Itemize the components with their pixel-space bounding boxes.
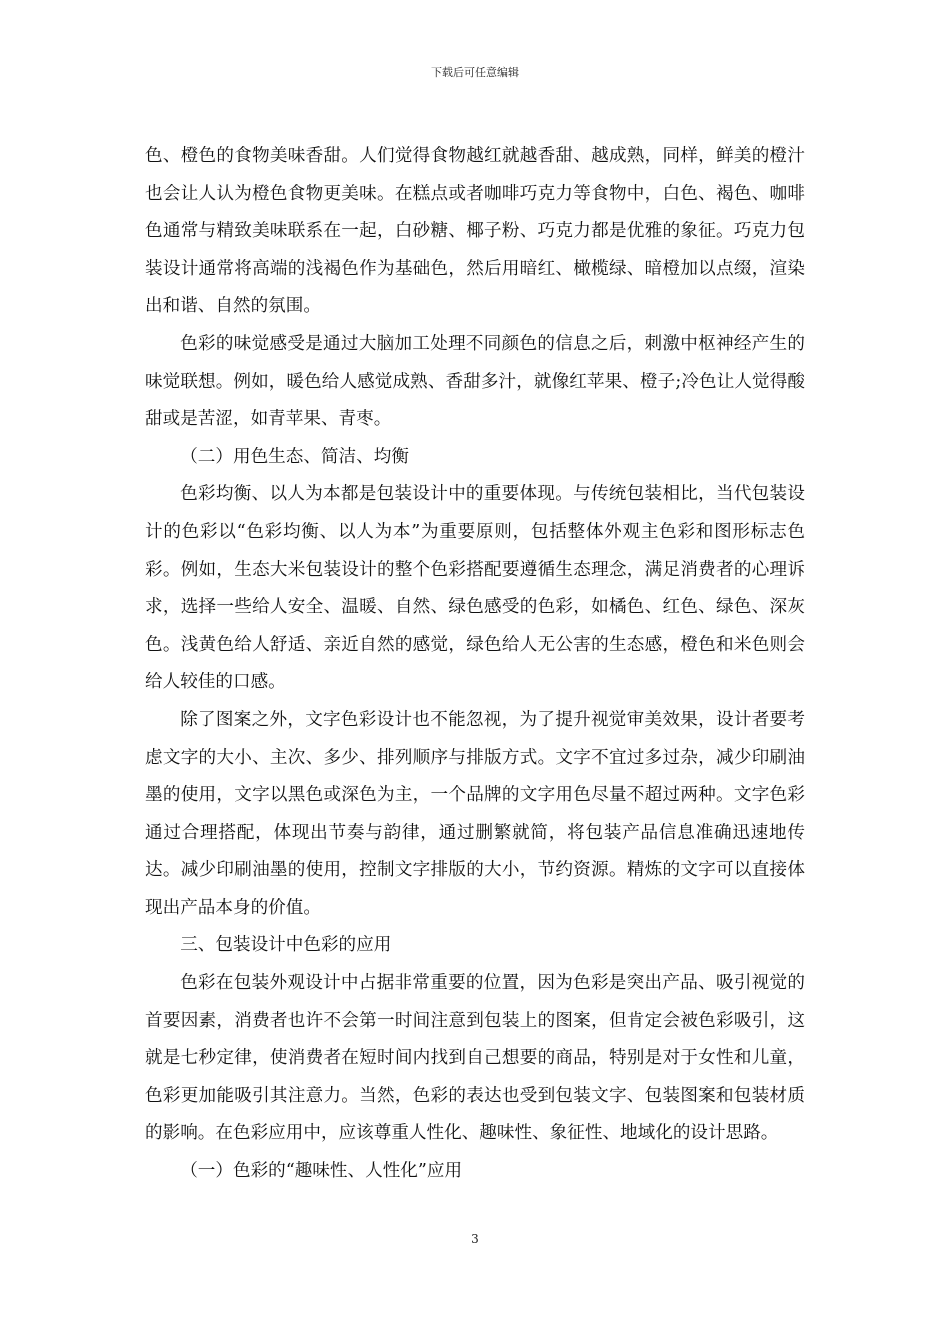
paragraph-text-color-design: 除了图案之外，文字色彩设计也不能忽视，为了提升视觉审美效果，设计者要考虑文字的大小、主次、多少、排列顺序与排版方式。文字不宜过多过杂，减少印刷油墨的使用，文字以黑色或深色为主，一个品牌的文字用色尽量不超过两种。文字色彩通过合理搭配，体现出节奏与韵律，通过删繁就简，将包装产品信息准确迅速地传达。减少印刷油墨的使用，控制文字排版的大小，节约资源。精炼的文字可以直接体现出产品本身的价值。 xyxy=(145,709,805,918)
paragraph-taste-perception: 色彩的味觉感受是通过大脑加工处理不同颜色的信息之后，刺激中枢神经产生的味觉联想。例如，暖色给人感觉成熟、香甜多汁，就像红苹果、橙子;冷色让人觉得酸甜或是苦涩，如青苹果、青枣。 xyxy=(145,333,805,430)
document-body xyxy=(145,138,805,1191)
paragraph-color-importance: 色彩在包装外观设计中占据非常重要的位置，因为色彩是突出产品、吸引视觉的首要因素，消费者也许不会第一时间注意到包装上的图案，但肯定会被色彩吸引，这就是七秒定律，使消费者在短时间内找到自己想要的商品，特别是对于女性和儿童，色彩更加能吸引其注意力。当然，色彩的表达也受到包装文字、包装图案和包装材质的影响。在色彩应用中，应该尊重人性化、趣味性、象征性、地域化的设计思路。 xyxy=(145,973,805,1144)
section-heading-color-application: 三、包装设计中色彩的应用 xyxy=(180,935,392,956)
section-heading-fun-humanized: （一）色彩的“趣味性、人性化”应用 xyxy=(180,1161,463,1182)
section-heading-ecological-balance: （二）用色生态、简洁、均衡 xyxy=(180,446,409,467)
paragraph-color-balance: 色彩均衡、以人为本都是包装设计中的重要体现。与传统包装相比，当代包装设计的色彩以“色彩均衡、以人为本”为重要原则，包括整体外观主色彩和图形标志色彩。例如，生态大米包装设计的整个色彩搭配要遵循生态理念，满足消费者的心理诉求，选择一些给人安全、温暖、自然、绿色感受的色彩，如橘色、红色、绿色、深灰色。浅黄色给人舒适、亲近自然的感觉，绿色给人无公害的生态感，橙色和米色则会给人较佳的口感。 xyxy=(145,484,805,693)
page-header: 下载后可任意编辑 xyxy=(431,66,519,79)
page-number: 3 xyxy=(471,1232,479,1246)
paragraph-continued-food-colors: 色、橙色的食物美味香甜。人们觉得食物越红就越香甜、越成熟，同样，鲜美的橙汁也会让人认为橙色食物更美味。在糕点或者咖啡巧克力等食物中，白色、褐色、咖啡色通常与精致美味联系在一起，白砂糖、椰子粉、巧克力都是优雅的象征。巧克力包装设计通常将高端的浅褐色作为基础色，然后用暗红、橄榄绿、暗橙加以点缀，渲染出和谐、自然的氛围。 xyxy=(145,146,805,317)
